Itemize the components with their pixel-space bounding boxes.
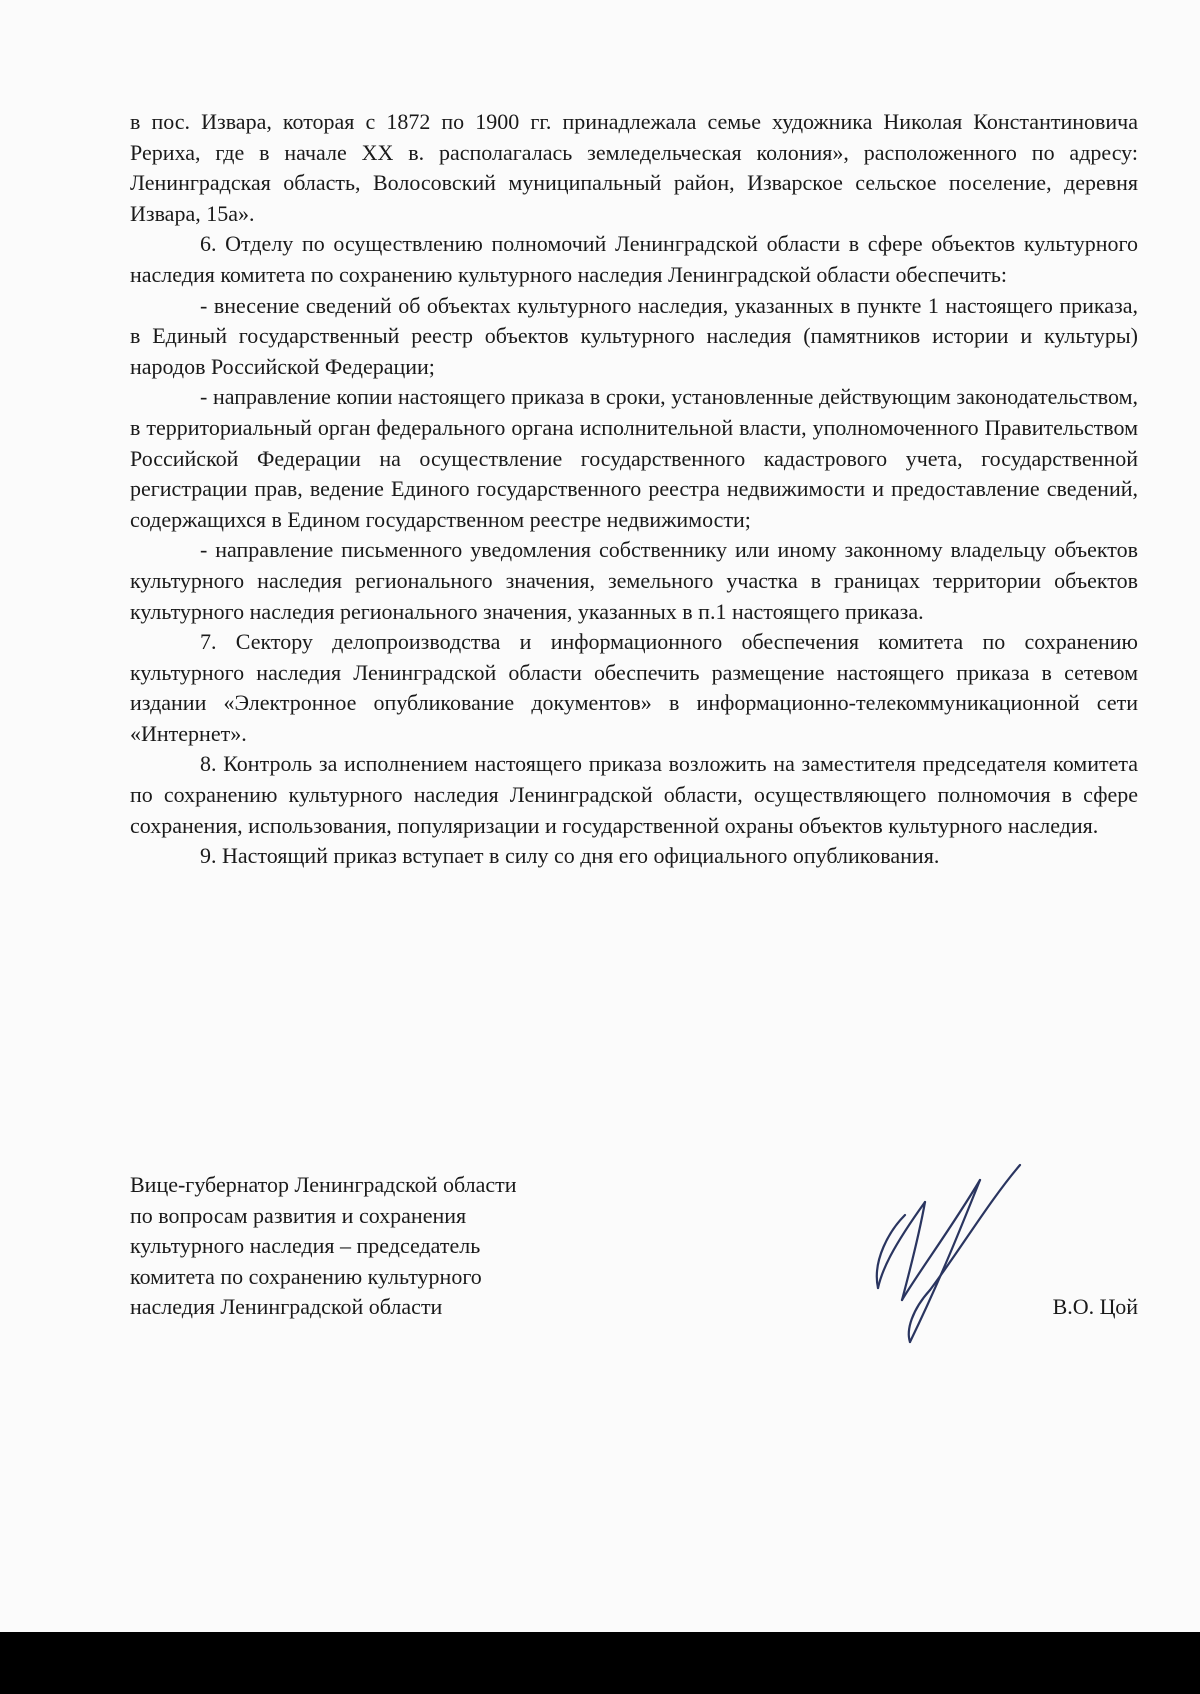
signer-position-line: культурного наследия – председатель — [130, 1233, 481, 1259]
handwritten-signature — [830, 1160, 1060, 1350]
paragraph-subitem-notice: - направление письменного уведомления собственнику или иному законному владельцу объектов культурного наследия регионального значения, земельного участка в границах территории объектов культурного наследия регионального значения, указанных в п.1 настоящего приказа. — [130, 537, 1138, 624]
paragraph-subitem-copy: - направление копии настоящего приказа в сроки, установленные действующим законодательством, в территориальный орган федерального органа исполнительной власти, уполномоченного Правительством Российской Федерации на осуществление государственного кадастрового учета, государственной регистрации прав, ведение Единого государственного реестра недвижимости и предоставление сведений, содержащихся в Едином государственном реестре недвижимости; — [130, 384, 1138, 532]
signature-block — [130, 1170, 1138, 1370]
signer-name: В.О. Цой — [1052, 1294, 1138, 1319]
paragraph-subitem-register: - внесение сведений об объектах культурного наследия, указанных в пункте 1 настоящего приказа, в Единый государственный реестр объектов культурного наследия (памятников истории и культуры) народов Российской Федерации; — [130, 292, 1138, 379]
document-body — [130, 107, 1138, 872]
signer-position — [130, 1170, 690, 1323]
signer-position-line: наследия Ленинградской области — [130, 1294, 443, 1320]
signer-position-line: комитета по сохранению культурного — [130, 1263, 482, 1289]
paragraph-item-9: 9. Настоящий приказ вступает в силу со дня его официального опубликования. — [200, 843, 940, 869]
paragraph-item-7: 7. Сектору делопроизводства и информационного обеспечения комитета по сохранению культурного наследия Ленинградской области обеспечить размещение настоящего приказа в сетевом издании «Электронное опубликование документов» в информационно-телекоммуникационной сети «Интернет». — [130, 629, 1138, 746]
scan-bottom-border — [0, 1632, 1200, 1694]
signer-position-line: Вице-губернатор Ленинградской области — [130, 1172, 517, 1197]
paragraph-item-8: 8. Контроль за исполнением настоящего приказа возложить на заместителя председателя комитета по сохранению культурного наследия Ленинградской области, осуществляющего полномочия в сфере сохранения, использования, популяризации и государственной охраны объектов культурного наследия. — [130, 751, 1138, 838]
paragraph-item-6: 6. Отделу по осуществлению полномочий Ленинградской области в сфере объектов культурного наследия комитета по сохранению культурного наследия Ленинградской области обеспечить: — [130, 231, 1138, 287]
signer-position-line: по вопросам развития и сохранения — [130, 1202, 467, 1228]
paragraph-continuation: в пос. Извара, которая с 1872 по 1900 гг. принадлежала семье художника Николая Константиновича Рериха, где в начале XX в. располагалась земледельческая колония», расположенного по адресу: Ленинградская область, Волосовский муниципальный район, Изварское сельское поселение, деревня Извара, 15а». — [130, 109, 1138, 226]
